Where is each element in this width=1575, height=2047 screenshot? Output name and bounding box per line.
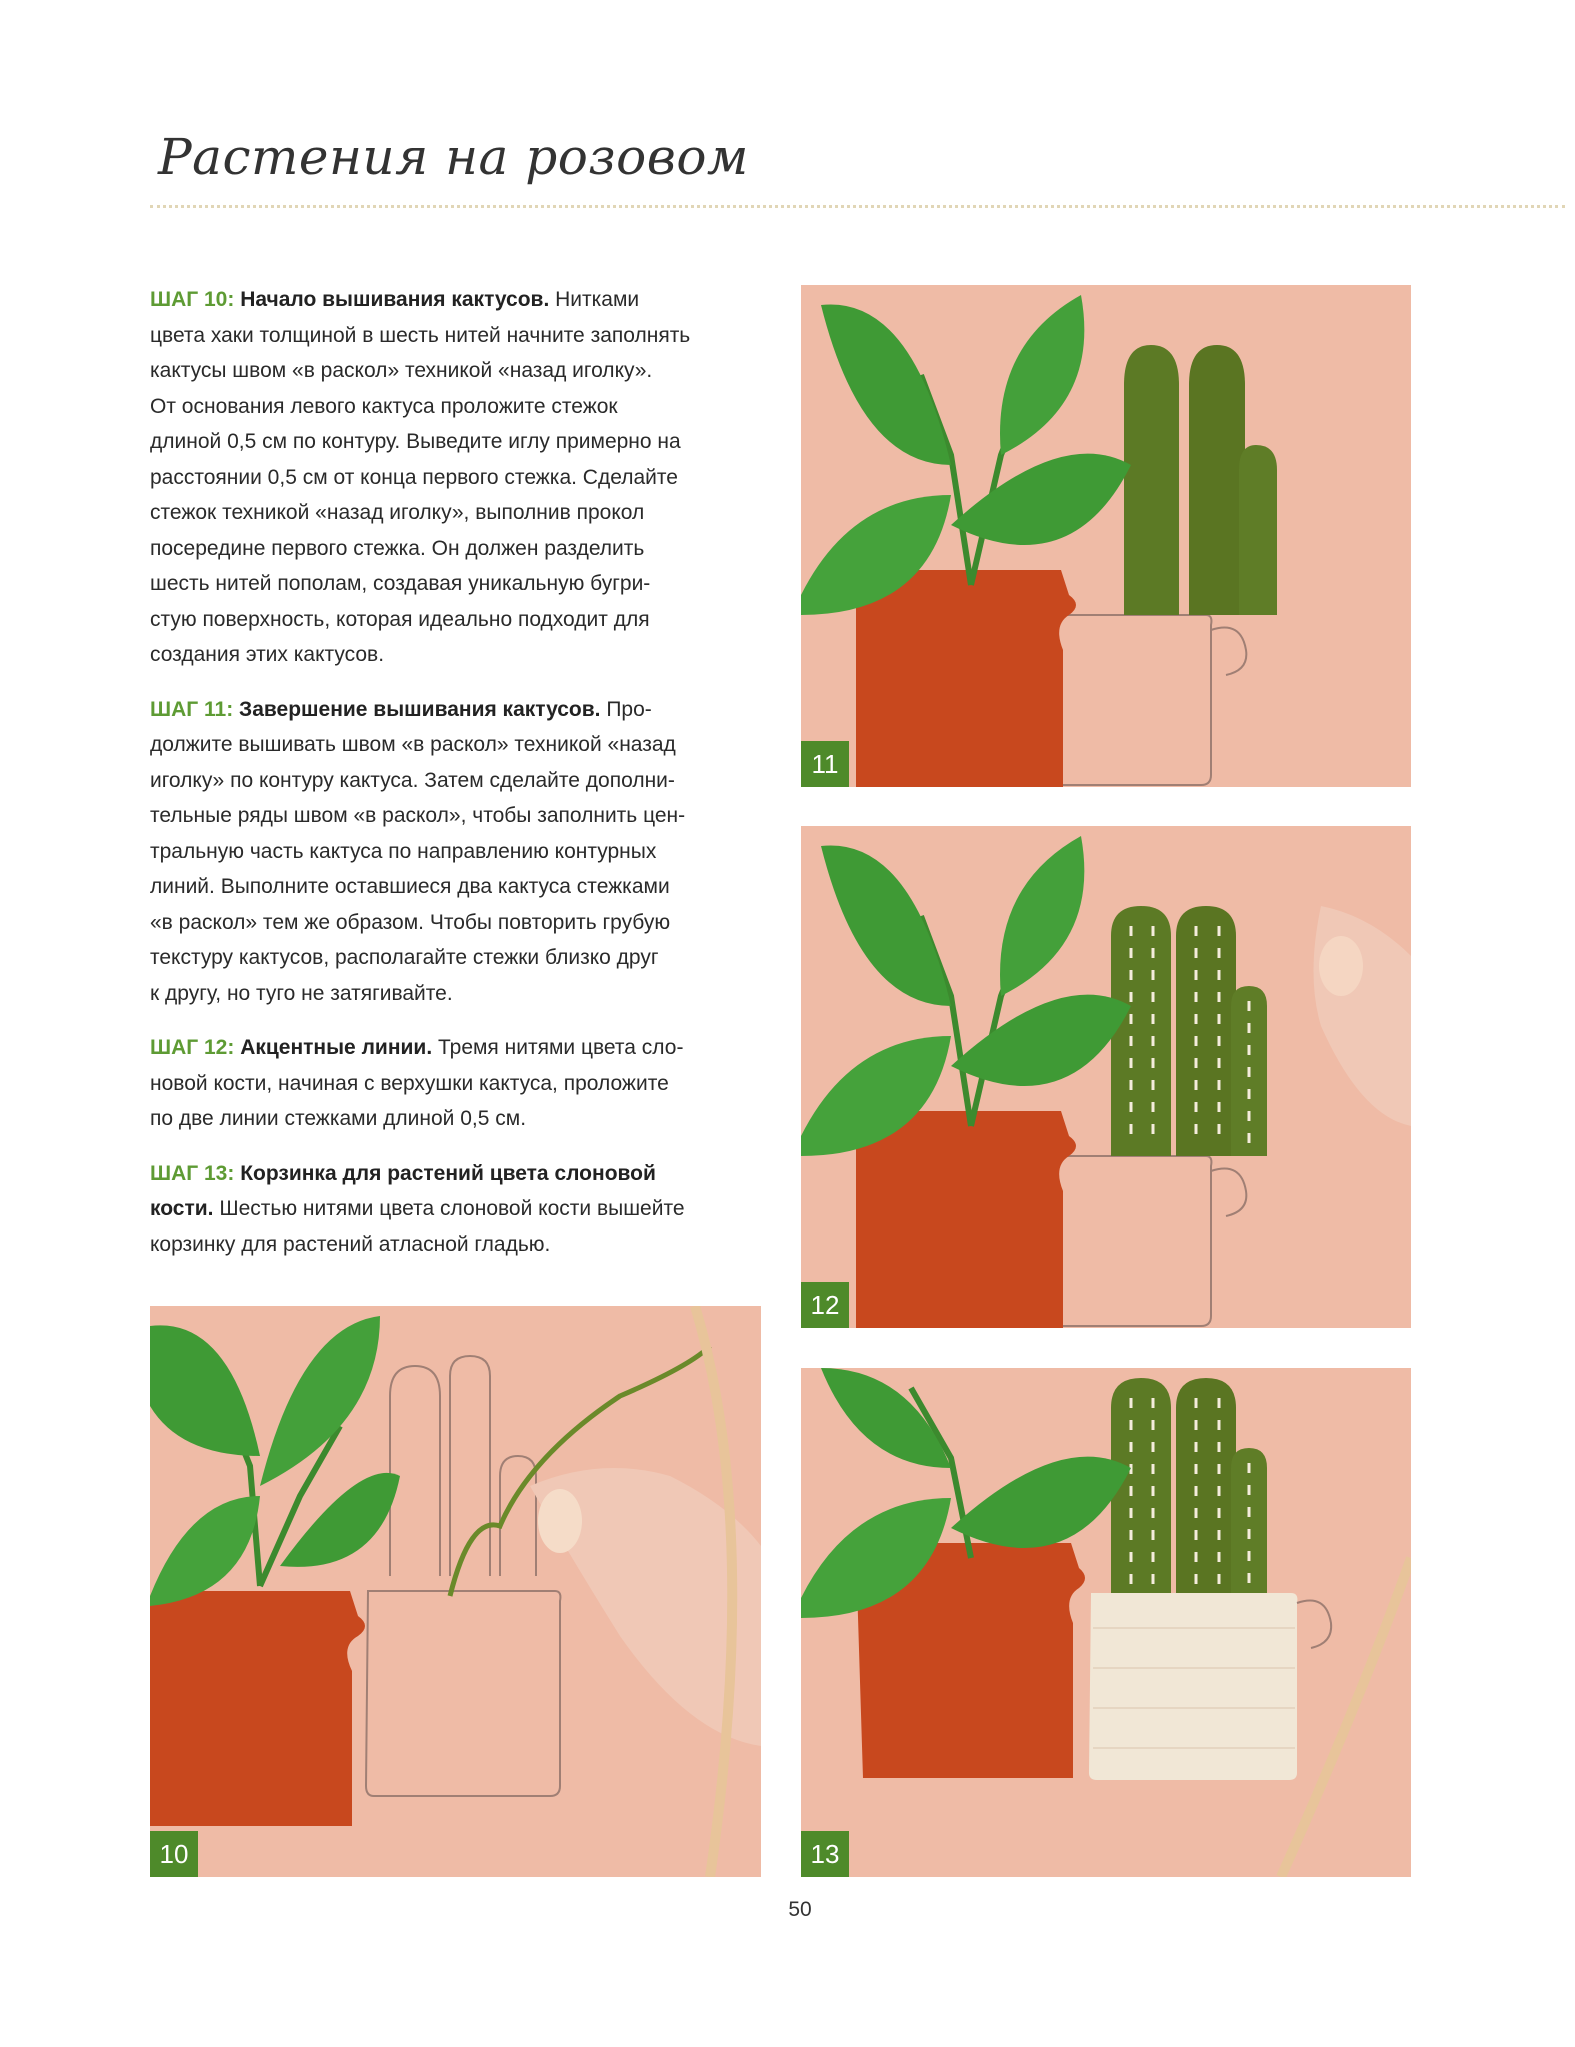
embroidery-illustration [801,826,1411,1328]
step-text-line: шесть нитей пополам, создавая уникальную бугри- [150,572,651,595]
step-title: Корзинка для растений цвета слоновой [240,1161,656,1185]
page-number: 50 [788,1898,812,1921]
step-text-line: линий. Выполните оставшиеся два кактуса стежками [150,875,670,898]
step-text-line: стую поверхность, которая идеально подходит для [150,607,650,631]
step-label: ШАГ 12: [150,1036,235,1059]
step-text-line: тральную часть кактуса по направлению контурных [150,839,657,863]
page-header-title: Растения на розовом [158,128,749,186]
step-text-line: текстуру кактусов, располагайте стежки близко друг [150,946,659,969]
header-dotted-rule [150,205,1565,208]
step-13 [150,1156,762,1263]
step-title: Начало вышивания кактусов. [240,288,550,311]
photo-number-badge: 13 [801,1831,849,1877]
embroidery-illustration [801,285,1411,787]
step-text-line: От основания левого кактуса проложите стежок [150,394,618,418]
step-text-line: к другу, но туго не затягивайте. [150,981,453,1005]
step-11 [150,692,762,1012]
step-text-line [150,1191,762,1227]
photo-step-10 [150,1306,761,1877]
step-text-line: корзинку для растений атласной гладью. [150,1232,551,1256]
embroidery-illustration [801,1368,1411,1877]
step-label: ШАГ 10: [150,288,235,311]
step-text-line: Тремя нитями цвета сло- [432,1036,684,1059]
step-text-line: посередине первого стежка. Он должен разделить [150,536,645,560]
step-text-line: кактусы швом «в раскол» техникой «назад иголку». [150,359,653,382]
step-text-line: Про- [600,697,652,721]
step-text-line: «в раскол» тем же образом. Чтобы повторить грубую [150,910,671,934]
step-text-line: расстоянии 0,5 см от конца первого стежка. Сделайте [150,465,678,489]
instructions-column [150,282,762,1281]
step-text-line: цвета хаки толщиной в шесть нитей начните заполнять [150,323,691,347]
photo-number-badge: 10 [150,1831,198,1877]
step-text-line: Шестью нитями цвета слоновой кости вышейте [213,1197,685,1220]
step-text-line: стежок техникой «назад иголку», выполнив прокол [150,501,645,524]
step-title: Акцентные линии. [240,1036,433,1059]
step-text-line: должите вышивать швом «в раскол» техникой «назад [150,733,676,756]
photo-step-12 [801,826,1411,1328]
photo-number-badge: 12 [801,1282,849,1328]
step-12 [150,1030,762,1137]
step-text-line: иголку» по контуру кактуса. Затем сделайте дополни- [150,768,675,792]
photo-step-13 [801,1368,1411,1877]
step-label: ШАГ 13: [150,1161,235,1185]
photo-number-badge: 11 [801,741,849,787]
step-text-line: создания этих кактусов. [150,643,385,666]
step-text-line: длиной 0,5 см по контуру. Выведите иглу примерно на [150,430,681,453]
step-title: Завершение вышивания кактусов. [239,697,601,721]
step-text-line: по две линии стежками длиной 0,5 см. [150,1107,527,1130]
step-title-continued: кости. [150,1197,214,1220]
step-text-line: новой кости, начиная с верхушки кактуса, проложите [150,1071,669,1095]
embroidery-illustration [150,1306,761,1877]
step-10 [150,282,762,673]
photo-step-11 [801,285,1411,787]
step-text-line: тельные ряды швом «в раскол», чтобы заполнить цен- [150,804,686,827]
step-text-line: Нитками [549,288,640,311]
step-label: ШАГ 11: [150,697,234,721]
